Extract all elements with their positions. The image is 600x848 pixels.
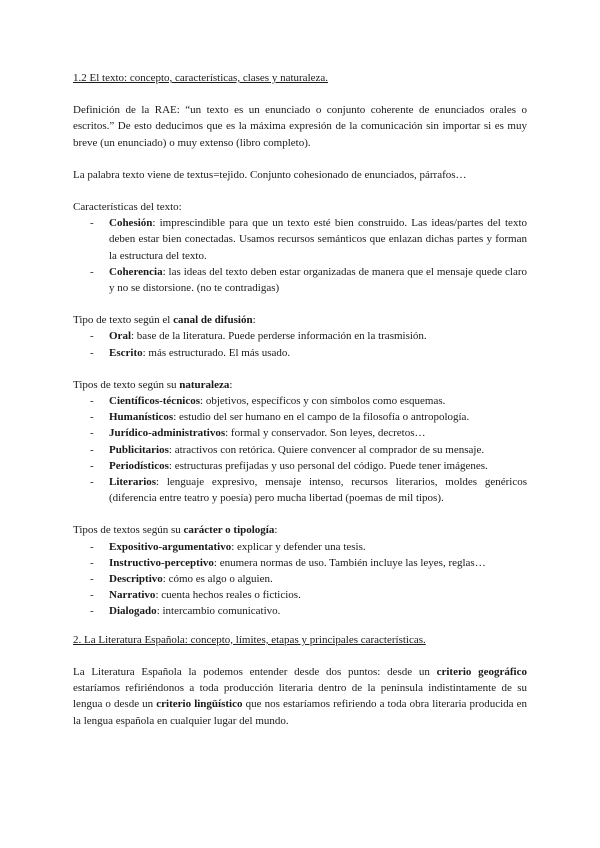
list-item-term: Expositivo-argumentativo — [109, 540, 232, 553]
literature-paragraph — [73, 664, 527, 729]
title-text: Tipos de texto según su — [73, 378, 180, 391]
title-text: Tipo de texto según el — [73, 314, 174, 327]
title-text: : — [229, 378, 233, 391]
list-item-desc: : cuenta hechos reales o ficticios. — [155, 589, 301, 602]
list-item — [109, 264, 527, 296]
list-item-desc: : estudio del ser humano en el campo de la filosofía o antropología. — [173, 411, 470, 424]
list-item-term: Coherencia — [109, 265, 163, 278]
list-item — [109, 425, 527, 441]
nature-title — [73, 377, 527, 393]
section-heading-2: 2. La Literatura Española: concepto, límites, etapas y principales características. — [73, 633, 426, 646]
section-heading-1: 1.2 El texto: concepto, características, clases y naturaleza. — [73, 72, 329, 84]
list-item-term: Cohesión — [109, 217, 153, 230]
list-item-desc: : más estructurado. El más usado. — [142, 346, 291, 359]
list-item-desc: : atractivos con retórica. Quiere convencer al comprador de su mensaje. — [168, 443, 485, 456]
list-item-term: Narrativo — [109, 589, 156, 602]
list-item — [109, 539, 527, 555]
list-item-term: Científicos-técnicos — [109, 395, 201, 408]
title-bold: canal de difusión — [173, 314, 253, 327]
channel-list — [73, 328, 527, 360]
paragraph-text: que nos estaríamos refiriendo a toda obra literaria producida en la lengua española en cualquier lugar del mundo. — [73, 698, 528, 727]
title-bold: carácter o tipología — [183, 524, 275, 537]
list-item-term: Jurídico-administrativos — [109, 427, 226, 440]
list-item — [109, 215, 527, 264]
nature-list — [73, 393, 527, 506]
list-item — [109, 474, 527, 506]
list-item-desc: : objetivos, específicos y con símbolos como esquemas. — [200, 395, 446, 408]
characteristics-title: Características del texto: — [73, 201, 182, 214]
list-item — [109, 328, 527, 344]
list-item-term: Publicitarios — [109, 443, 169, 456]
title-text: : — [252, 314, 256, 327]
typology-list — [73, 539, 527, 620]
list-item — [109, 587, 527, 603]
list-item-desc: : intercambio comunicativo. — [156, 605, 281, 618]
title-bold: naturaleza — [179, 378, 230, 391]
list-item — [109, 571, 527, 587]
etymology-paragraph: La palabra texto viene de textus=tejido. Conjunto cohesionado de enunciados, párrafos… — [73, 168, 467, 181]
list-item — [109, 393, 527, 409]
list-item — [109, 442, 527, 458]
list-item — [109, 555, 527, 571]
list-item-term: Dialogado — [109, 605, 157, 618]
definition-paragraph: Definición de la RAE: “un texto es un enunciado o conjunto coherente de enunciados orales o escritos.” De esto deducimos que es la máxima expresión de la comunicación sin importar si es muy breve (un enunciado) o muy extenso (libro completo). — [73, 104, 527, 149]
list-item-desc: : cómo es algo o alguien. — [162, 573, 273, 586]
list-item-desc: : estructuras prefijadas y uso personal del código. Puede tener imágenes. — [168, 459, 488, 472]
list-item — [109, 345, 527, 361]
list-item — [109, 409, 527, 425]
list-item-term: Instructivo-perceptivo — [109, 556, 214, 569]
paragraph-bold: criterio geográfico — [436, 665, 527, 678]
paragraph-text: estaríamos refiriéndonos a toda producción literaria dentro de la península indistintamente de su lengua o desde un — [73, 682, 527, 711]
list-item-desc: : las ideas del texto deben estar organizadas de manera que el mensaje quede claro y no se distorsione. (no te contradigas) — [109, 265, 527, 295]
characteristics-list — [73, 215, 527, 296]
channel-title — [73, 312, 527, 328]
typology-title — [73, 522, 527, 538]
list-item-term: Literarios — [109, 476, 157, 489]
list-item — [109, 603, 527, 619]
list-item-desc: : explicar y defender una tesis. — [231, 540, 366, 553]
paragraph-text: La Literatura Española la podemos entender desde dos puntos: desde un — [73, 665, 437, 678]
list-item-term: Periodísticos — [109, 459, 169, 472]
paragraph-bold: criterio lingüístico — [156, 698, 243, 711]
title-text: Tipos de textos según su — [73, 524, 184, 537]
title-text: : — [274, 524, 278, 537]
list-item-desc: : lenguaje expresivo, mensaje intenso, recursos literarios, moldes genéricos (diferencia entre teatro y poesía) pero mucha libertad (poemas de mil tipos). — [109, 476, 527, 505]
list-item-desc: : enumera normas de uso. También incluye las leyes, reglas… — [213, 556, 486, 569]
list-item-term: Escrito — [109, 346, 143, 359]
list-item-term: Humanísticos — [109, 411, 174, 424]
list-item-desc: : formal y conservador. Son leyes, decretos… — [225, 427, 426, 440]
list-item-term: Oral — [109, 330, 131, 343]
list-item-desc: : base de la literatura. Puede perderse información en la trasmisión. — [131, 330, 427, 343]
list-item-desc: : imprescindible para que un texto esté bien construido. Las ideas/partes del texto deben estar bien conectadas. Usamos recursos semánticos que enlazan dichas partes y forman la estructura del texto. — [109, 217, 527, 262]
list-item-term: Descriptivo — [109, 573, 163, 586]
list-item — [109, 458, 527, 474]
